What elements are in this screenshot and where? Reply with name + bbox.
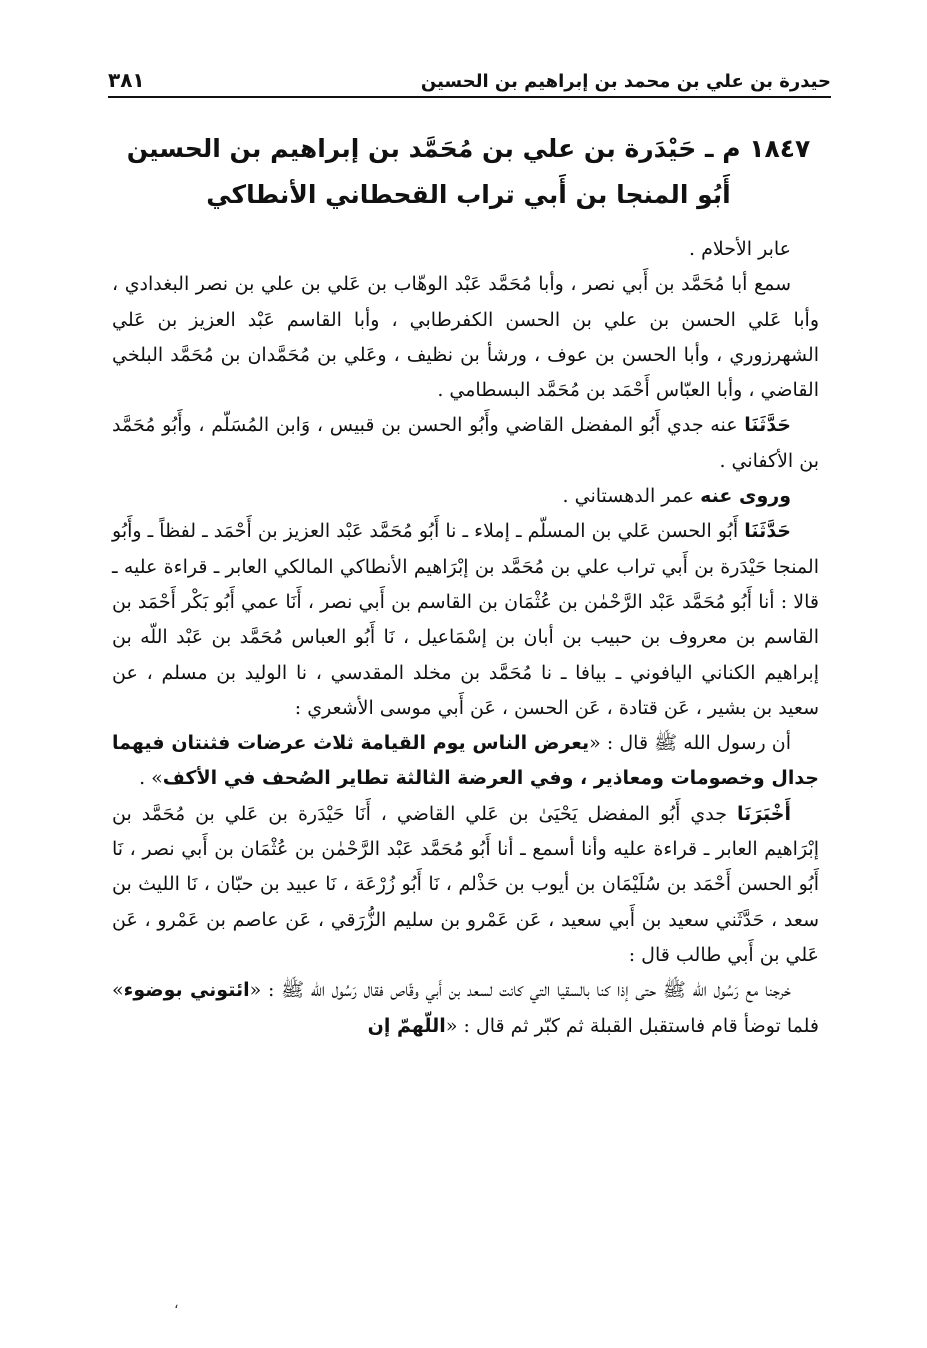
entry-heading: [110, 126, 827, 218]
entry-heading-line-1: ١٨٤٧ م ـ حَيْدَرة بن علي بن مُحَمَّد بن إبراهيم بن الحسين: [126, 134, 811, 163]
narration-keyword: حَدَّثَنَا: [744, 520, 791, 543]
paragraph-hadith-1: أن رسول الله ﷺ قال : «يعرض الناس يوم القيامة ثلاث عرضات فثنتان فيهما جدال وخصومات ومعاذير ، وفي العرضة الثالثة تطاير الصُحف في الأكف» .: [112, 732, 819, 790]
paragraph-isnad-2: أَخْبَرَنَا جدي أَبُو المفضل يَحْيَىٰ بن عَلي القاضي ، أَنَا حَيْدَرة بن عَلي بن مُحَمَّد بن إبْرَاهيم العابر ـ قراءة عليه وأنا أسمع ـ أنا أَبُو مُحَمَّد عَبْد الرَّحْمٰن بن عُثْمَان بن أَبي نصر ، نَا أَبُو الحسن أَحْمَد بن سُلَيْمَان بن أيوب بن حَذْلم ، نَا أَبُو زُرْعَة ، نَا عبيد بن حبّان ، نَا الليث بن سعد ، حَدَّثَني سعيد بن أَبي سعيد ، عَن عَمْرو بن سليم الزُّرَقي ، عَن عاصم بن عَمْرو ، عَن عَلي بن أَبي طالب قال :: [112, 802, 819, 966]
running-title: حيدرة بن علي بن محمد بن إبراهيم بن الحسين: [420, 71, 831, 92]
hadith-text: يعرض الناس يوم القيامة ثلاث عرضات فثنتان فيهما جدال وخصومات ومعاذير ، وفي العرضة الثالثة تطاير الصُحف في الأكف: [112, 732, 819, 790]
narration-keyword: حَدَّثَنَا: [744, 414, 791, 437]
running-header: [108, 58, 831, 98]
narration-keyword: وروى عنه: [700, 485, 791, 508]
paragraph-students: حَدَّثَنَا عنه جدي أَبُو المفضل القاضي وأَبُو الحسن بن قبيس ، وَابن المُسَلّم ، وأَبُو مُحَمَّد بن الأكفاني .: [112, 414, 819, 472]
paragraph-hadith-2: خرجنا مع رَسُول الله ﷺ حتى إذا كنا بالسقيا التي كانت لسعد بن أَبي وقّاص فقال رَسُول الله ﷺ : «ائتوني بوضوء» فلما توضأ قام فاستقبل القبلة ثم كبّر ثم قال : «اللّهمّ إن: [112, 979, 819, 1037]
paragraph-narrators: وروى عنه عمر الدهستاني .: [562, 485, 791, 508]
page-number: ٣٨١: [108, 68, 145, 92]
hadith-text: ائتوني بوضوء: [123, 979, 250, 1002]
narration-keyword: أَخْبَرَنَا: [736, 802, 791, 825]
paragraph-teachers: سمع أبا مُحَمَّد بن أَبي نصر ، وأبا مُحَمَّد عَبْد الوهّاب بن عَلي بن علي بن نصر البغدادي ، وأبا عَلي الحسن بن علي بن الحسن الكفرطابي ، وأبا القاسم عَبْد العزيز بن عَلي الشهرزوري ، وأبا الحسن بن عوف ، ورشأ بن نظيف ، وعَلي بن مُحَمَّدان بن مُحَمَّد البلخي القاضي ، وأبا العبّاس أَحْمَد بن مُحَمَّد البسطامي .: [112, 273, 819, 402]
paragraph-profession: عابر الأحلام .: [689, 238, 791, 260]
body-text: [112, 232, 819, 1044]
hadith-text: اللّهمّ إن: [367, 1014, 446, 1037]
stray-mark: ،: [174, 1296, 179, 1312]
paragraph-isnad-1: حَدَّثَنَا أَبُو الحسن عَلي بن المسلّم ـ إملاء ـ نا أَبُو مُحَمَّد عَبْد العزيز بن أَحْمَد ـ لفظاً ـ وأَبُو المنجا حَيْدَرة بن أَبي تراب علي بن مُحَمَّد بن إبْرَاهيم الأنطاكي المالكي العابر ـ قراءة عليه ـ قالا : أنا أَبُو مُحَمَّد عَبْد الرَّحْمٰن بن عُثْمَان بن القاسم بن أَبي نصر ، أَنَا عمي أَبُو بَكْر أَحْمَد بن القاسم بن معروف بن حبيب بن أبان بن إسْمَاعيل ، نَا أَبُو العباس مُحَمَّد بن عَبْد اللّه بن إبراهيم الكناني اليافوني ـ بيافا ـ نا مُحَمَّد بن مخلد المقدسي ، نا الوليد بن مسلم ، عن سعيد بن بشير ، عَن قتادة ، عَن الحسن ، عَن أَبي موسى الأشعري :: [112, 520, 819, 719]
entry-heading-line-2: أَبُو المنجا بن أَبي تراب القحطاني الأنطاكي: [206, 180, 731, 209]
